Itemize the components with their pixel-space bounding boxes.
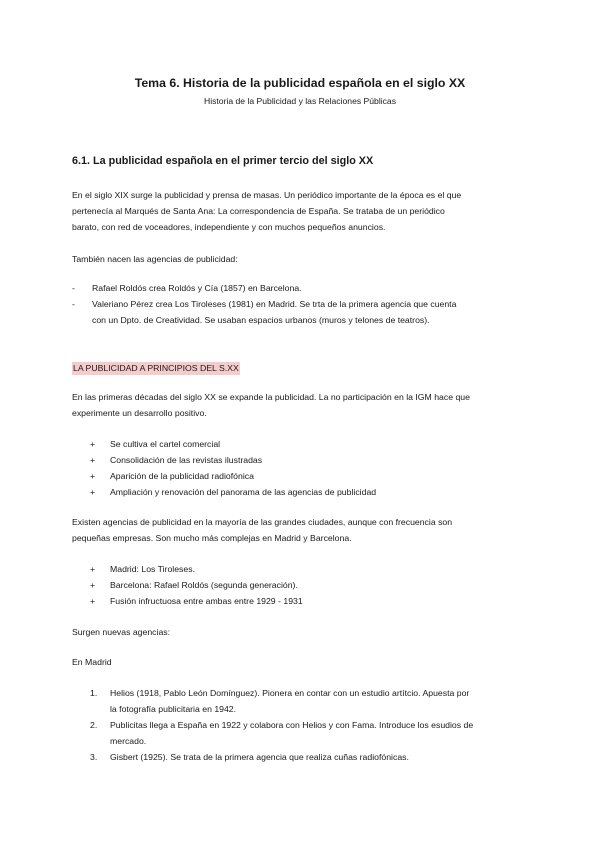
features-list [90,436,530,500]
intro-paragraph [72,187,534,235]
text-line: la fotografía publicitaria en 1942. [110,704,237,714]
list-marker: + [90,564,96,574]
text-line: Publicitas llega a España en 1922 y colabora con Helios y con Fama. Introduce los esudios de [110,720,474,730]
text-line: Existen agencias de publicidad en la mayoría de las grandes ciudades, aunque con frecuencia son [72,517,453,527]
list-item [90,685,536,717]
document-title: Tema 6. Historia de la publicidad española en el siglo XX [134,76,466,90]
text-line: con un Dpto. de Creatividad. Se usaban espacios urbanos (muros y telones de teatros). [92,315,430,325]
list-marker: - [72,283,75,293]
new-agencies-intro: Surgen nuevas agencias: [72,627,171,637]
list-item [90,717,536,749]
cities-paragraph [72,514,534,546]
text-line: Valeriano Pérez crea Los Tiroleses (1981) en Madrid. Se trta de la primera agencia que cuenta [92,299,457,309]
cities-list [90,561,530,609]
text-line: pertenecía al Marqués de Santa Ana: La correspondencia de España. Se trataba de un periódico [72,206,445,216]
list-text: Consolidación de las revistas ilustradas [110,455,263,465]
agencies-list [72,280,534,328]
text-line: En las primeras décadas del siglo XX se expande la publicidad. La no participación en la IGM hace que [72,392,470,402]
list-item [90,561,530,577]
text-line: Rafael Roldós crea Roldós y Cía (1857) en Barcelona. [92,283,302,293]
list-marker: 3. [90,752,98,762]
list-marker: + [90,487,96,497]
list-item [90,484,530,500]
list-text: Madrid: Los Tiroleses. [110,564,195,574]
text-line: barato, con red de voceadores, independiente y con muchos pequeños anuncios. [72,222,386,232]
section-heading: 6.1. La publicidad española en el primer tercio del siglo XX [72,155,374,167]
list-text: Se cultiva el cartel comercial [110,439,221,449]
list-marker: - [72,299,75,309]
list-item [72,296,534,328]
text-line: experimente un desarrollo positivo. [72,408,207,418]
section-label-row [72,360,534,376]
list-marker: + [90,455,96,465]
list-item [90,593,530,609]
list-item [90,577,530,593]
text-line: Helios (1918, Pablo León Domínguez). Pionera en contar con un estudio artítcio. Apuesta por [110,688,470,698]
highlighted-section-label: LA PUBLICIDAD A PRINCIPIOS DEL S.XX [73,363,239,373]
list-item [90,749,536,765]
list-item [90,436,530,452]
list-marker: + [90,471,96,481]
list-marker: + [90,439,96,449]
list-text: Aparición de la publicidad radiofónica [110,471,254,481]
list-marker: + [90,596,96,606]
list-marker: + [90,580,96,590]
list-text: Ampliación y renovación del panorama de las agencias de publicidad [110,487,377,497]
text-line: pequeñas empresas. Son mucho más complejas en Madrid y Barcelona. [72,533,352,543]
list-item [90,468,530,484]
text-line: Gisbert (1925). Se trata de la primera agencia que realiza cuñas radiofónicas. [110,752,409,762]
madrid-agencies-list [90,685,536,765]
agencies-intro: También nacen las agencias de publicidad: [72,254,238,264]
list-marker: 1. [90,688,98,698]
list-item [72,280,534,296]
madrid-label: En Madrid [72,657,112,667]
list-text: Barcelona: Rafael Roldós (segunda generación). [110,580,298,590]
text-line: En el siglo XIX surge la publicidad y prensa de masas. Un periódico importante de la época es el que [72,190,462,200]
list-marker: 2. [90,720,98,730]
list-text: Fusión infructuosa entre ambas entre 1929 - 1931 [110,596,303,606]
list-item [90,452,530,468]
text-line: mercado. [110,736,147,746]
document-subtitle: Historia de la Publicidad y las Relaciones Públicas [203,96,397,106]
section2-intro [72,389,534,421]
